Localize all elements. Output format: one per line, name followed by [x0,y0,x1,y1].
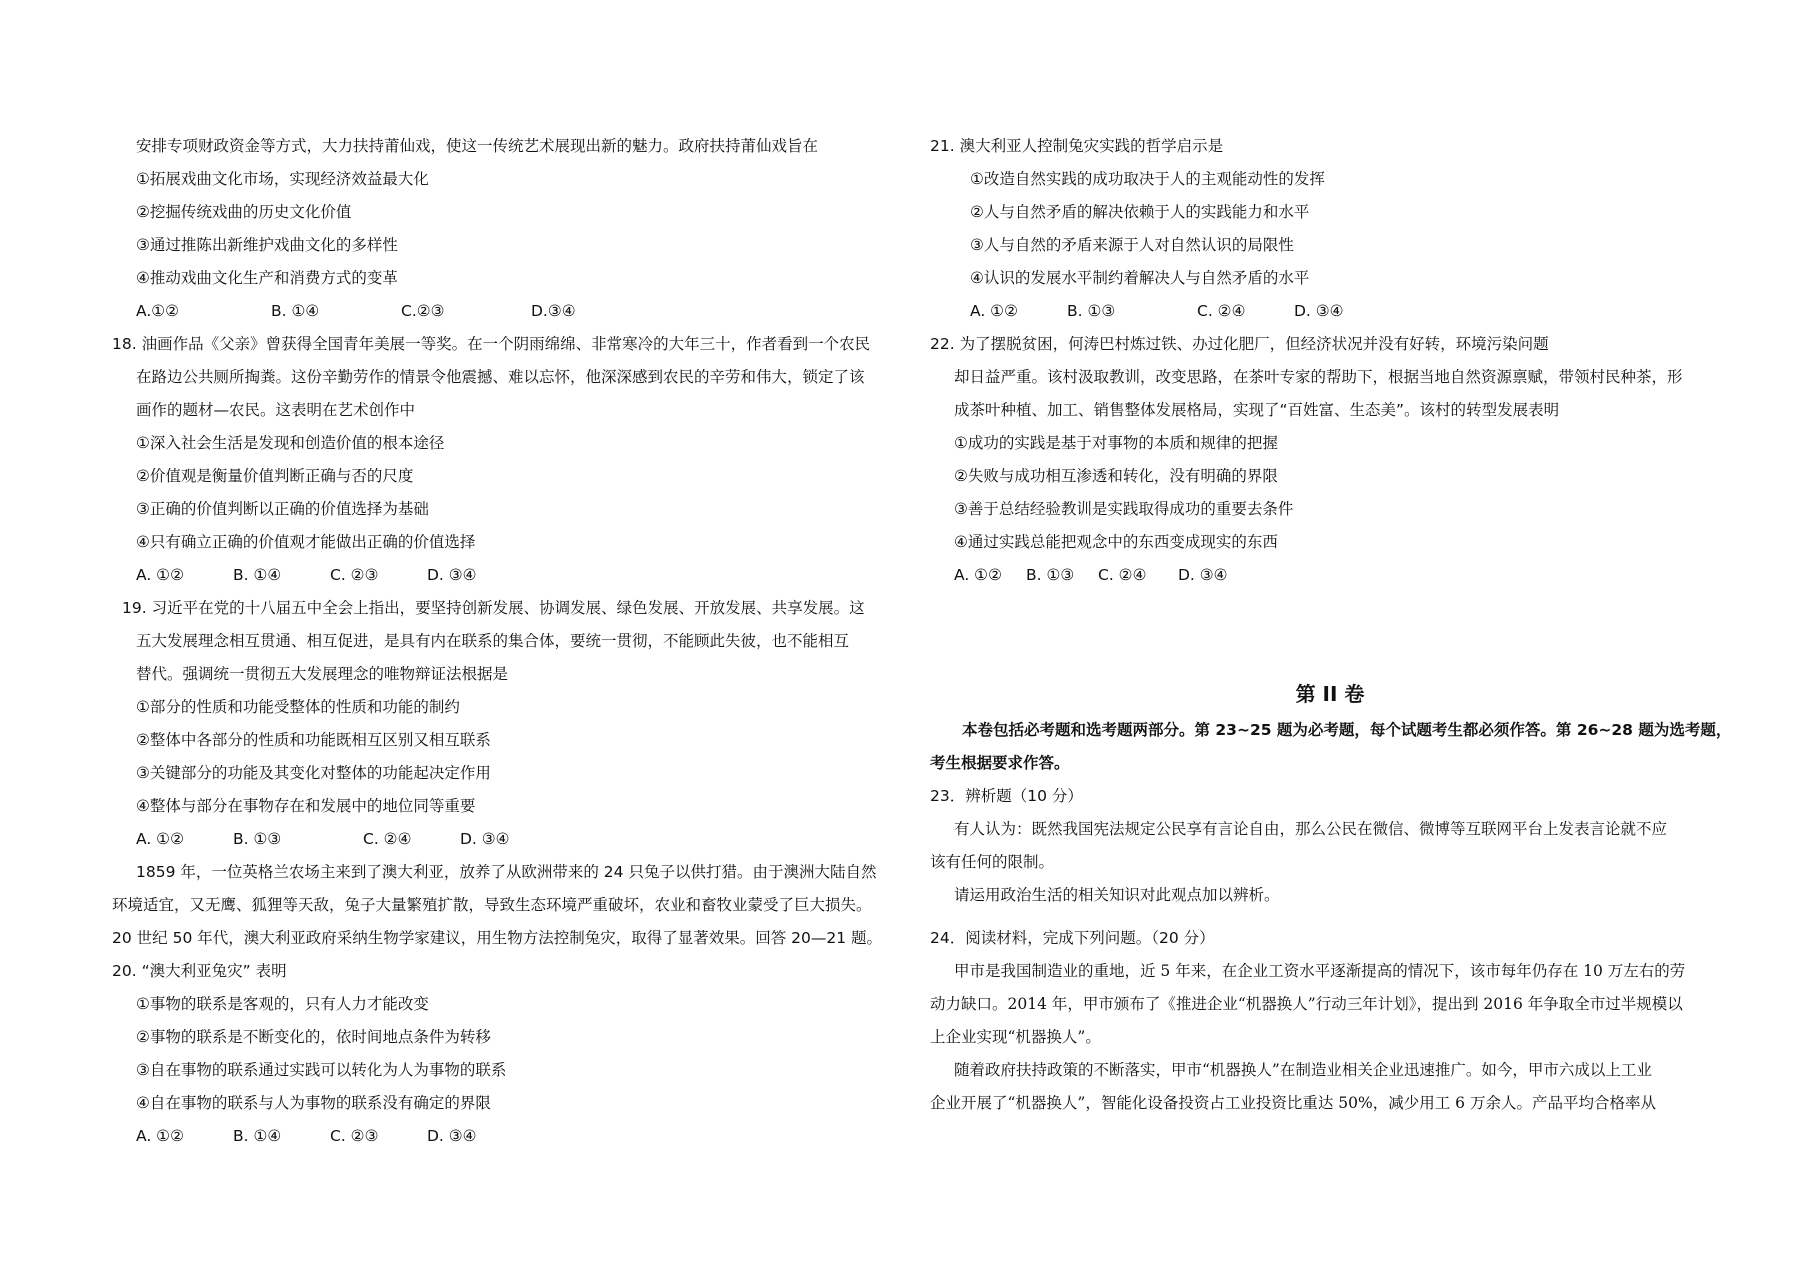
q19-choice-c: C. ②④ [363,830,412,848]
q24-line-3: 上企业实现“机器换人”。 [930,1028,1101,1046]
q18-stem-line-3: 画作的题材—农民。这表明在艺术创作中 [136,401,416,419]
spacer [930,912,1730,922]
q23-title: 23．辨析题（10 分） [930,787,1083,805]
q21-option-3: ③人与自然的矛盾来源于人对自然认识的局限性 [970,236,1294,254]
q21-option-2: ②人与自然矛盾的解决依赖于人的实践能力和水平 [970,203,1310,221]
q24-line-2: 动力缺口。2014 年，甲市颁布了《推进企业“机器换人”行动三年计划》，提出到 2016 年争取全市过半规模以 [930,995,1683,1013]
q20-choices [112,1120,912,1153]
q18-option-1: ①深入社会生活是发现和创造价值的根本途径 [136,434,445,452]
q24-title: 24．阅读材料，完成下列问题。（20 分） [930,929,1215,947]
q18-option-2: ②价值观是衡量价值判断正确与否的尺度 [136,467,414,485]
section-intro-line-2: 考生根据要求作答。 [930,754,1070,772]
q23-line-2: 该有任何的限制。 [930,853,1055,871]
q20-option-3: ③自在事物的联系通过实践可以转化为人为事物的联系 [136,1061,507,1079]
q19-choice-b: B. ①③ [233,830,282,848]
q18-choice-b: B. ①④ [233,566,282,584]
q21-choice-c: C. ②④ [1197,302,1246,320]
q20-choice-b: B. ①④ [233,1127,282,1145]
q20-choice-d: D. ③④ [427,1127,477,1145]
q20-option-1: ①事物的联系是客观的，只有人力才能改变 [136,995,429,1013]
q17-option-2: ②挖掘传统戏曲的历史文化价值 [136,203,352,221]
q20-choice-c: C. ②③ [330,1127,379,1145]
material-line-3: 20 世纪 50 年代，澳大利亚政府采纳生物学家建议，用生物方法控制兔灾，取得了显著效果。回答 20—21 题。 [112,929,883,947]
q22-option-3: ③善于总结经验教训是实践取得成功的重要去条件 [954,500,1294,518]
q17-option-3: ③通过推陈出新维护戏曲文化的多样性 [136,236,398,254]
q23-task: 请运用政治生活的相关知识对此观点加以辨析。 [954,886,1280,904]
q19-choice-d: D. ③④ [460,830,510,848]
q19-option-4: ④整体与部分在事物存在和发展中的地位同等重要 [136,797,476,815]
q21-stem: 21. 澳大利亚人控制兔灾实践的哲学启示是 [930,137,1224,155]
q17-choice-c: C.②③ [401,302,445,320]
q21-choice-b: B. ①③ [1067,302,1116,320]
spacer [930,592,1730,662]
q20-choice-a: A. ①② [136,1127,184,1145]
q22-choice-a: A. ①② [954,566,1002,584]
q19-stem-line-3: 替代。强调统一贯彻五大发展理念的唯物辩证法根据是 [136,665,509,683]
q21-choice-a: A. ①② [970,302,1018,320]
q18-choice-a: A. ①② [136,566,184,584]
q22-option-4: ④通过实践总能把观念中的东西变成现实的东西 [954,533,1278,551]
q23-line-1: 有人认为：既然我国宪法规定公民享有言论自由，那么公民在微信、微博等互联网平台上发表言论就不应 [954,820,1668,838]
q22-choice-c: C. ②④ [1098,566,1147,584]
q22-choice-b: B. ①③ [1026,566,1075,584]
q19-option-3: ③关键部分的功能及其变化对整体的功能起决定作用 [136,764,491,782]
q17-stem-tail: 安排专项财政资金等方式，大力扶持莆仙戏，使这一传统艺术展现出新的魅力。政府扶持莆仙戏旨在 [136,137,819,155]
q19-choice-a: A. ①② [136,830,184,848]
q17-choice-b: B. ①④ [271,302,320,320]
q19-option-2: ②整体中各部分的性质和功能既相互区别又相互联系 [136,731,491,749]
q18-stem-line-1: 18. 油画作品《父亲》曾获得全国青年美展一等奖。在一个阴雨绵绵、非常寒冷的大年三十，作者看到一个农民 [112,335,871,353]
q17-choices [112,295,912,328]
q20-option-2: ②事物的联系是不断变化的，依时间地点条件为转移 [136,1028,491,1046]
q21-option-1: ①改造自然实践的成功取决于人的主观能动性的发挥 [970,170,1325,188]
q18-choices [112,559,912,592]
section-intro-line-1: 本卷包括必考题和选考题两部分。第 23~25 题为必考题，每个试题考生都必须作答。第 26~28 题为选考题， [962,721,1732,739]
q18-choice-c: C. ②③ [330,566,379,584]
q17-choice-a: A.①② [136,302,180,320]
material-line-2: 环境适宜，又无鹰、狐狸等天敌，兔子大量繁殖扩散，导致生态环境严重破坏，农业和畜牧业蒙受了巨大损失。 [112,896,872,914]
q22-choice-d: D. ③④ [1178,566,1228,584]
q22-option-2: ②失败与成功相互渗透和转化，没有明确的界限 [954,467,1278,485]
q19-stem-line-2: 五大发展理念相互贯通、相互促进，是具有内在联系的集合体，要统一贯彻，不能顾此失彼，也不能相互 [136,632,850,650]
q21-option-4: ④认识的发展水平制约着解决人与自然矛盾的水平 [970,269,1310,287]
q20-stem: 20. “澳大利亚兔灾” 表明 [112,962,287,980]
q18-choice-d: D. ③④ [427,566,477,584]
material-line-1: 1859 年，一位英格兰农场主来到了澳大利亚，放养了从欧洲带来的 24 只兔子以供打猎。由于澳洲大陆自然 [136,863,877,881]
q24-line-4: 随着政府扶持政策的不断落实，甲市“机器换人”在制造业相关企业迅速推广。如今，甲市六成以上工业 [954,1061,1652,1079]
right-column [930,130,1730,1120]
q22-stem-line-1: 22. 为了摆脱贫困，何涛巴村炼过铁、办过化肥厂，但经济状况并没有好转，环境污染问题 [930,335,1549,353]
q21-choice-d: D. ③④ [1294,302,1344,320]
section-title: 第 II 卷 [1295,682,1365,706]
q19-stem-line-1: 19. 习近平在党的十八届五中全会上指出，要坚持创新发展、协调发展、绿色发展、开放发展、共享发展。这 [122,599,865,617]
q17-option-4: ④推动戏曲文化生产和消费方式的变革 [136,269,398,287]
q17-choice-d: D.③④ [531,302,576,320]
q17-option-1: ①拓展戏曲文化市场，实现经济效益最大化 [136,170,429,188]
q21-choices [930,295,1730,328]
q18-stem-line-2: 在路边公共厕所掏粪。这份辛勤劳作的情景令他震撼、难以忘怀，他深深感到农民的辛劳和伟大，锁定了该 [136,368,865,386]
left-column [112,130,912,1153]
q18-option-4: ④只有确立正确的价值观才能做出正确的价值选择 [136,533,476,551]
q20-option-4: ④自在事物的联系与人为事物的联系没有确定的界限 [136,1094,491,1112]
q22-choices [930,559,1730,592]
q19-option-1: ①部分的性质和功能受整体的性质和功能的制约 [136,698,460,716]
q22-stem-line-2: 却日益严重。该村汲取教训，改变思路，在茶叶专家的帮助下，根据当地自然资源禀赋，带领村民种茶，形 [954,368,1683,386]
q24-line-1: 甲市是我国制造业的重地，近 5 年来，在企业工资水平逐渐提高的情况下，该市每年仍存在 10 万左右的劳 [954,962,1686,980]
q19-choices [112,823,912,856]
q22-option-1: ①成功的实践是基于对事物的本质和规律的把握 [954,434,1278,452]
q22-stem-line-3: 成茶叶种植、加工、销售整体发展格局，实现了“百姓富、生态美”。该村的转型发展表明 [954,401,1560,419]
q24-line-5: 企业开展了“机器换人”，智能化设备投资占工业投资比重达 50%，减少用工 6 万余人。产品平均合格率从 [930,1094,1656,1112]
q18-option-3: ③正确的价值判断以正确的价值选择为基础 [136,500,429,518]
